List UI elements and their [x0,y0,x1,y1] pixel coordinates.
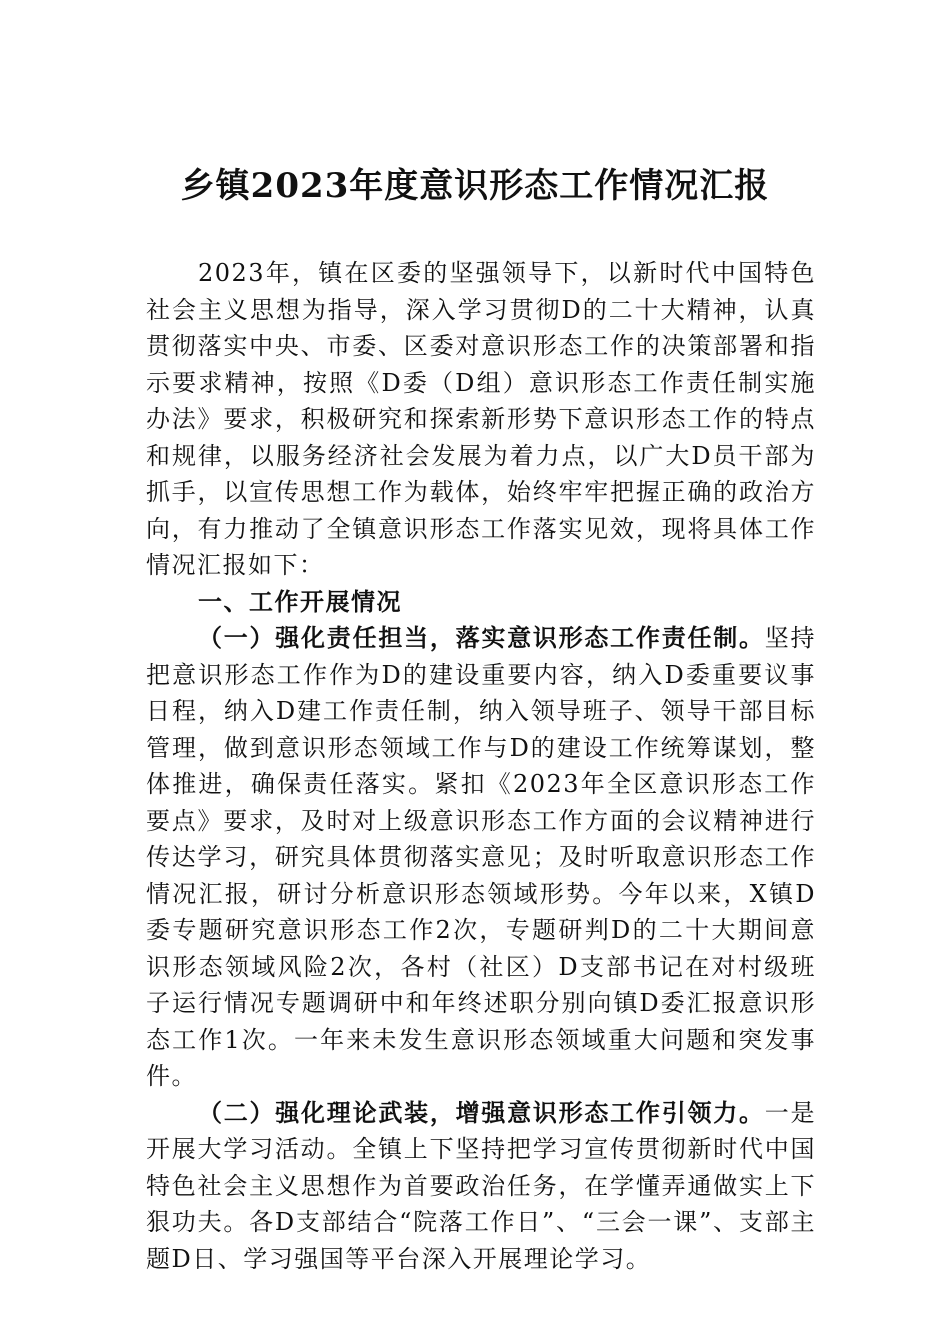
subsection-body-2: 一是开展大学习活动。全镇上下坚持把学习宣传贯彻新时代中国特色社会主义思想作为首要政治任务，在学懂弄通做实上下狠功夫。各D支部结合“院落工作日”、“三会一课”、支部主题D日、学习强国等平台深入开展理论学习。 [146,1098,817,1273]
subsection-paragraph-2 [146,1095,816,1278]
intro-paragraph: 2023年，镇在区委的坚强领导下，以新时代中国特色社会主义思想为指导，深入学习贯彻D的二十大精神，认真贯彻落实中央、市委、区委对意识形态工作的决策部署和指示要求精神，按照《D委（D组）意识形态工作责任制实施办法》要求，积极研究和探索新形势下意识形态工作的特点和规律，以服务经济社会发展为着力点，以广大D员干部为抓手，以宣传思想工作为载体，始终牢牢把握正确的政治方向，有力推动了全镇意识形态工作落实见效，现将具体工作情况汇报如下： [146,259,816,579]
subsection-lead-2: （二）强化理论武装，增强意识形态工作引领力。 [198,1097,765,1127]
section-heading-1: 一、工作开展情况 [198,586,402,616]
subsection-lead-1: （一）强化责任担当，落实意识形态工作责任制。 [198,623,765,652]
subsection-paragraph-1 [146,620,816,1095]
document-body [146,255,816,1277]
document-title: 乡镇2023年度意识形态工作情况汇报 [180,166,770,206]
subsection-body-1: 坚持把意识形态工作作为D的建设重要内容，纳入D委重要议事日程，纳入D建工作责任制，纳入领导班子、领导干部目标管理，做到意识形态领域工作与D的建设工作统筹谋划，整体推进，确保责任落实。紧扣《2023年全区意识形态工作要点》要求，及时对上级意识形态工作方面的会议精神进行传达学习，研究具体贯彻落实意见；及时听取意识形态工作情况汇报，研讨分析意识形态领域形势。今年以来，X镇D委专题研究意识形态工作2次，专题研判D的二十大期间意识形态领域风险2次，各村（社区）D支部书记在对村级班子运行情况专题调研中和年终述职分别向镇D委汇报意识形态工作1次。一年来未发生意识形态领域重大问题和突发事件。 [146,624,817,1090]
